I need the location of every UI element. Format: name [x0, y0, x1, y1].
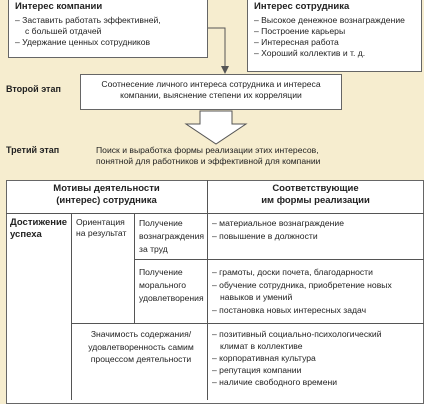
reward-form-1: – материальное вознаграждение [212, 218, 345, 228]
company-item-1: – Заставить работать эффективней, [15, 15, 161, 25]
reward-line-2: вознаграждения [139, 231, 205, 241]
motive-content-significance [76, 328, 206, 366]
motive-reward [139, 217, 207, 256]
stage3-text [96, 145, 386, 167]
header-right-line-2: им формы реализации [261, 195, 370, 206]
header-left-line-1: Мотивы деятельности [53, 183, 160, 194]
achievement-line-1: Достижение [10, 217, 68, 228]
reward-form-2: – повышение в должности [212, 231, 318, 241]
content-form-1: – позитивный социально-психологический [212, 329, 382, 339]
motive-achievement [10, 217, 70, 241]
content-line-3: процессом деятельности [90, 354, 192, 364]
content-line-1: Значимость содержания/ [90, 329, 192, 339]
moral-form-1: – грамоты, доски почета, благодарности [212, 267, 373, 277]
employee-item-2: – Построение карьеры [254, 26, 346, 36]
company-item-1-cont: с большей отдачей [25, 26, 102, 36]
result-line-2: на результат [76, 228, 127, 238]
motive-result-orientation [76, 217, 134, 239]
result-line-1: Ориентация [76, 217, 125, 227]
content-form-2: – корпоративная культура [212, 353, 316, 363]
content-forms [212, 328, 422, 388]
table-col-line-cd [207, 180, 208, 400]
stage2-line-2: компании, выяснение степени их корреляции [120, 90, 302, 100]
table-col-line-bc [134, 213, 135, 323]
employee-item-1: – Высокое денежное вознаграждение [254, 15, 405, 25]
moral-forms [212, 266, 422, 316]
content-form-1-cont: климат в коллективе [220, 341, 303, 351]
table-row1-rule [134, 259, 424, 260]
header-left-line-2: (интерес) сотрудника [56, 195, 157, 206]
table-header-right [207, 183, 424, 207]
header-right-line-1: Соответствующие [272, 183, 359, 194]
employee-item-3: – Интересная работа [254, 37, 339, 47]
employee-interest-title: Интерес сотрудника [254, 1, 350, 12]
big-down-arrow [186, 111, 246, 144]
achievement-line-2: успеха [10, 229, 42, 240]
moral-line-2: морального [139, 280, 186, 290]
moral-form-2-cont: навыков и умений [220, 292, 293, 302]
moral-form-3: – постановка новых интересных задач [212, 304, 367, 315]
reward-line-3: за труд [139, 244, 168, 254]
moral-form-2: – обучение сотрудника, приобретение новых [212, 279, 392, 290]
moral-line-1: Получение [139, 267, 183, 277]
stage3-label: Третий этап [6, 145, 60, 155]
content-form-4: – наличие свободного времени [212, 377, 338, 387]
table-header-left [6, 183, 207, 207]
arrow-company-head [221, 66, 229, 74]
company-item-2: – Удержание ценных сотрудников [15, 37, 151, 47]
employee-item-4: – Хороший коллектив и т. д. [254, 48, 366, 58]
content-line-2: удовлетворенность самим [88, 341, 194, 352]
arrow-company-connector [208, 28, 225, 66]
stage3-line-1: Поиск и выработка формы реализации этих интересов, [96, 145, 319, 155]
reward-forms [212, 217, 422, 243]
motive-moral-satisfaction [139, 266, 207, 305]
stage2-label: Второй этап [6, 84, 61, 94]
stage3-line-2: понятной для работников и эффективной для компании [96, 156, 321, 166]
table-header-rule [6, 213, 424, 214]
table-row2-rule [71, 323, 424, 324]
company-interest-title: Интерес компании [15, 1, 103, 12]
moral-line-3: удовлетворения [139, 293, 204, 303]
stage2-line-1: Соотнесение личного интереса сотрудника и интереса [101, 79, 321, 89]
reward-line-1: Получение [139, 218, 183, 228]
table-col-line-ab [71, 213, 72, 400]
content-form-3: – репутация компании [212, 365, 302, 375]
